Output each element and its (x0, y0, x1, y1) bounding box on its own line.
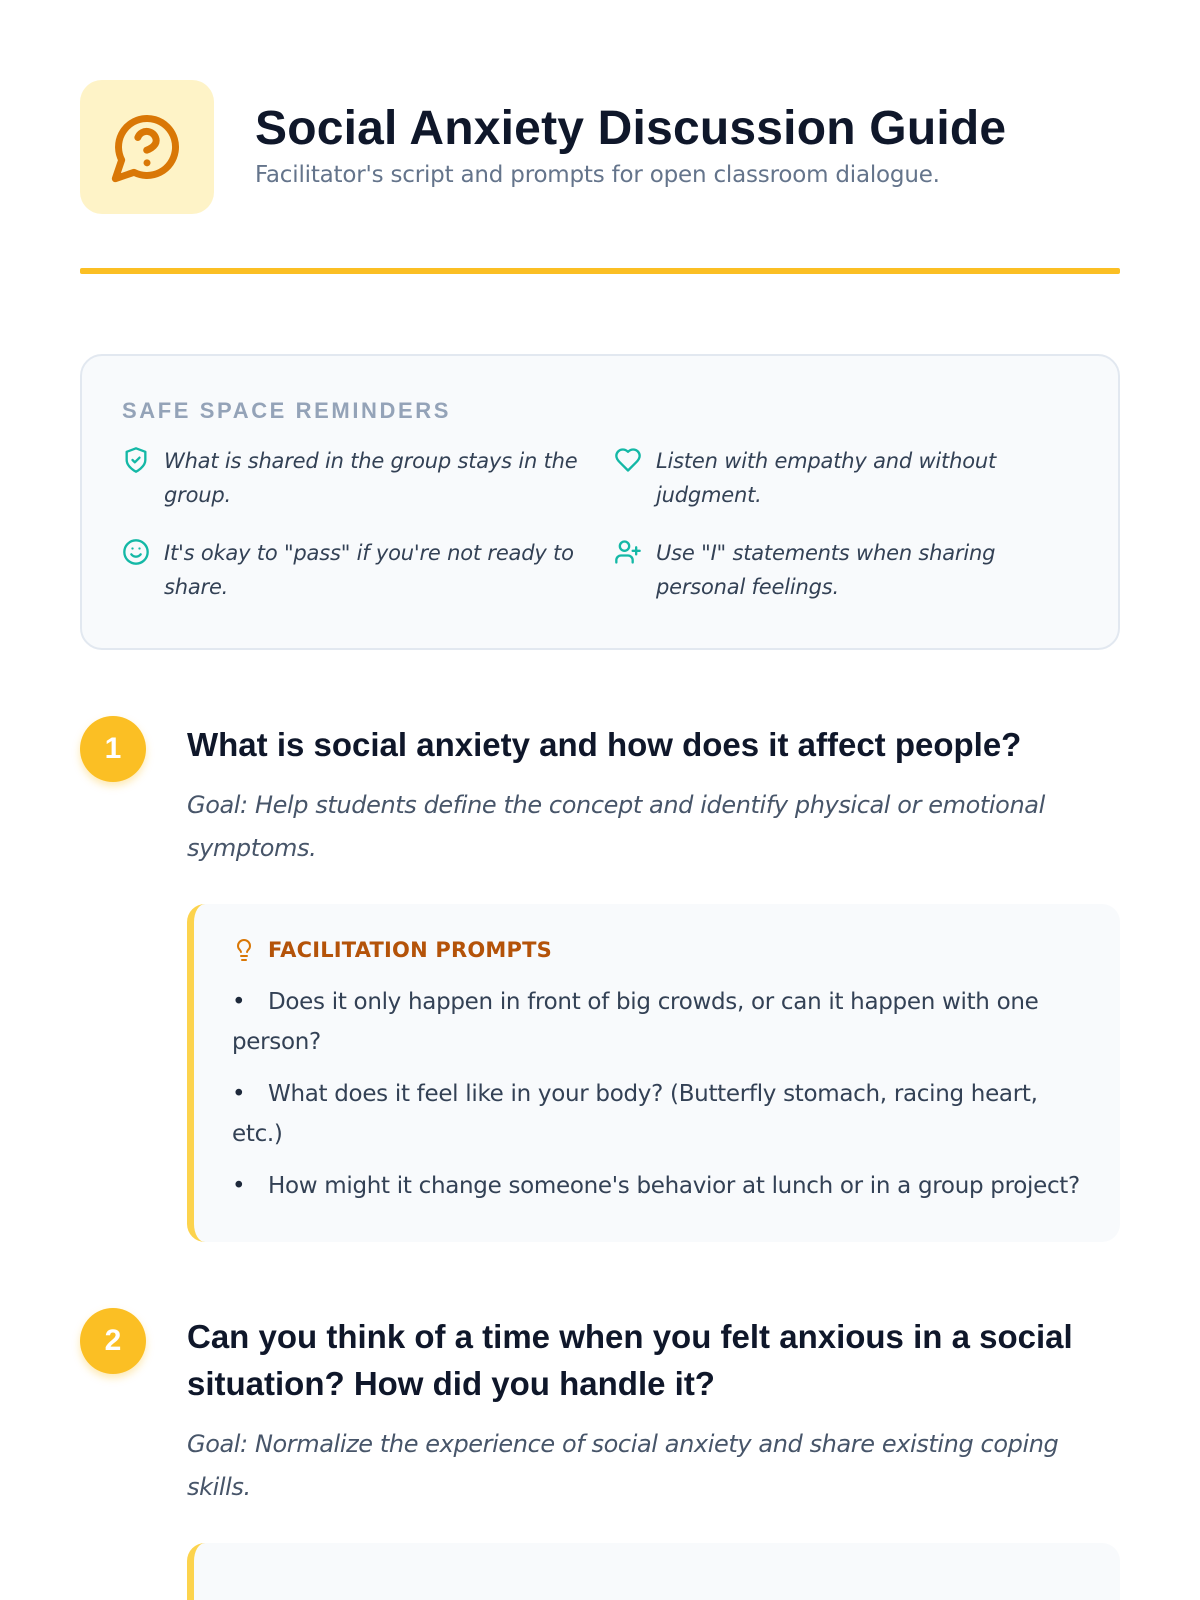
chat-question-icon (109, 109, 185, 185)
prompts-list (232, 982, 1080, 1206)
logo (80, 80, 214, 214)
reminder-text: Listen with empathy and without judgment. (656, 449, 996, 507)
reminder-list (122, 444, 1078, 604)
bullet-icon: • (232, 1173, 246, 1199)
question-goal: Goal: Help students define the concept and identify physical or emotional symptoms. (187, 791, 1045, 862)
question-2 (80, 1308, 1120, 1600)
prompts-header (232, 936, 1080, 964)
prompt-text: Does it only happen in front of big crowds, or can it happen with one person? (232, 989, 1039, 1055)
reminder-text: It's okay to "pass" if you're not ready to share. (164, 541, 574, 599)
header-text (255, 100, 1006, 188)
reminder-item (614, 536, 1084, 604)
user-plus-icon (614, 538, 642, 566)
prompt-text: How might it change someone's behavior at lunch or in a group project? (268, 1173, 1080, 1199)
prompt-item (232, 982, 1080, 1062)
prompt-item (232, 1166, 1080, 1206)
reminder-text: What is shared in the group stays in the group. (164, 449, 578, 507)
header-divider (80, 268, 1120, 274)
question-title: What is social anxiety and how does it affect people? (187, 726, 1022, 763)
question-body (187, 1308, 1120, 1600)
question-number-badge: 1 (80, 716, 146, 782)
prompt-text: What does it feel like in your body? (Butterfly stomach, racing heart, etc.) (232, 1081, 1038, 1147)
safe-space-heading: SAFE SPACE REMINDERS (122, 398, 452, 423)
question-number-badge: 2 (80, 1308, 146, 1374)
shield-check-icon (122, 446, 150, 474)
question-1 (80, 716, 1120, 1242)
question-body (187, 716, 1120, 1242)
heart-icon (614, 446, 642, 474)
bullet-icon: • (232, 1081, 246, 1107)
reminder-item (122, 444, 614, 512)
question-goal: Goal: Normalize the experience of social anxiety and share existing coping skills. (187, 1430, 1059, 1501)
reminder-text: Use "I" statements when sharing personal feelings. (656, 541, 996, 599)
page-title: Social Anxiety Discussion Guide (255, 102, 1007, 156)
facilitation-prompts-card (187, 904, 1120, 1242)
reminder-item (122, 536, 614, 604)
bullet-icon: • (232, 989, 246, 1015)
safe-space-card (80, 354, 1120, 650)
prompts-label: FACILITATION PROMPTS (268, 938, 552, 962)
page-subtitle: Facilitator's script and prompts for open classroom dialogue. (255, 161, 940, 188)
facilitation-prompts-card (187, 1543, 1120, 1600)
lightbulb-icon (232, 936, 256, 964)
header (80, 80, 1120, 214)
prompt-item (232, 1074, 1080, 1154)
reminder-item (614, 444, 1084, 512)
question-title: Can you think of a time when you felt anxious in a social situation? How did you handle it? (187, 1318, 1073, 1402)
smile-icon (122, 538, 150, 566)
